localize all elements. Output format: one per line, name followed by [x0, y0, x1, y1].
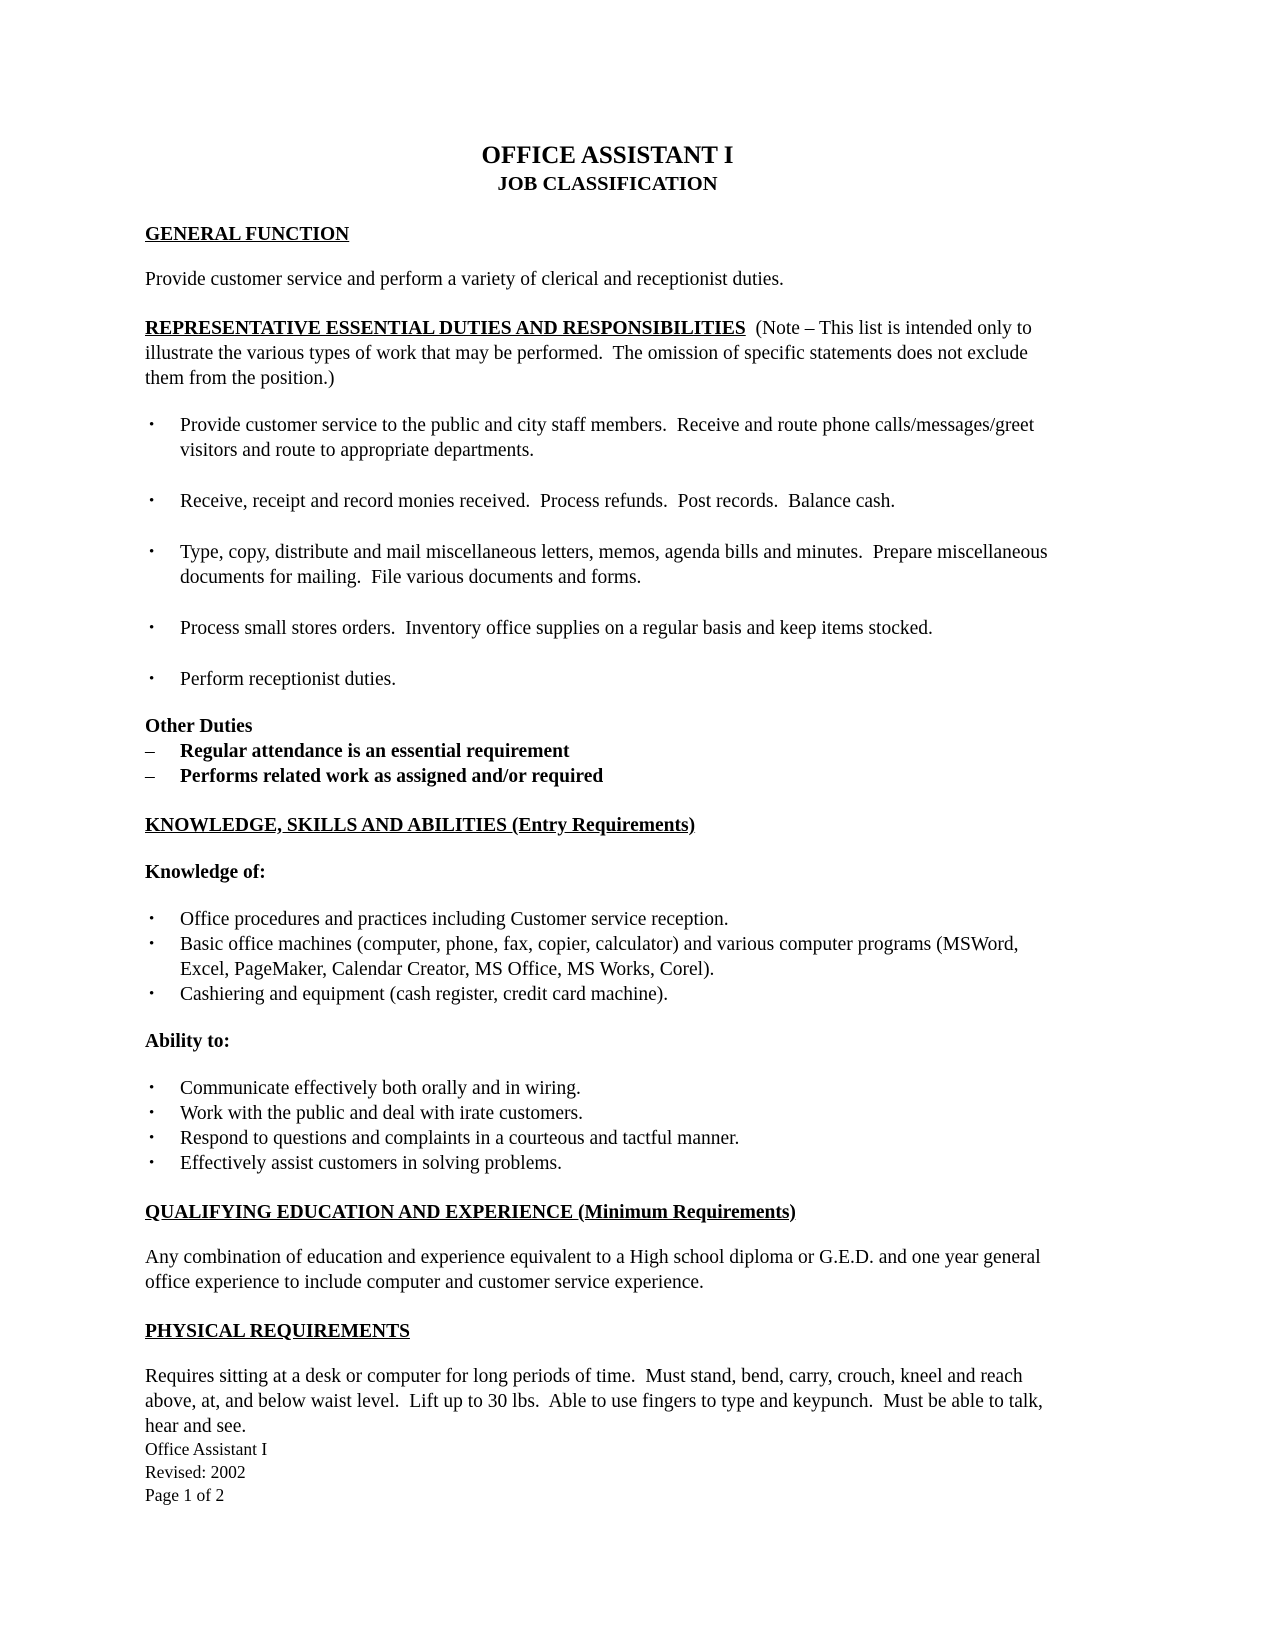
duty-item-text: Perform receptionist duties. [180, 669, 397, 690]
list-item [145, 1076, 1070, 1101]
duty-item-text: Process small stores orders. Inventory office supplies on a regular basis and keep items stocked. [180, 618, 933, 639]
other-duty-text: Performs related work as assigned and/or required [180, 766, 604, 787]
duties-bullet-list [145, 413, 1070, 692]
ability-item-text: Communicate effectively both orally and in wiring. [180, 1078, 581, 1099]
bullet-icon: • [149, 936, 155, 952]
footer-page-number: Page 1 of 2 [145, 1485, 225, 1505]
bullet-icon: • [149, 493, 155, 509]
knowledge-bullet-list [145, 907, 1070, 1007]
list-item [145, 907, 1070, 932]
knowledge-item-text: Office procedures and practices including Customer service reception. [180, 909, 729, 930]
list-item [145, 1151, 1070, 1176]
list-item [145, 540, 1070, 590]
heading-general-function: GENERAL FUNCTION [145, 224, 350, 245]
general-function-text: Provide customer service and perform a variety of clerical and receptionist duties. [145, 269, 784, 290]
heading-physical-requirements: PHYSICAL REQUIREMENTS [145, 1321, 410, 1342]
heading-ability-to: Ability to: [145, 1031, 231, 1052]
bullet-icon: • [149, 671, 155, 687]
heading-qualifying-education: QUALIFYING EDUCATION AND EXPERIENCE (Minimum Requirements) [145, 1202, 796, 1223]
bullet-icon: • [149, 1080, 155, 1096]
heading-knowledge-skills-abilities: KNOWLEDGE, SKILLS AND ABILITIES (Entry Requirements) [145, 815, 696, 836]
bullet-icon: • [149, 417, 155, 433]
duty-item-text: Type, copy, distribute and mail miscellaneous letters, memos, agenda bills and minutes. Prepare miscellaneous documents for mailing. File various documents and forms. [180, 542, 1053, 588]
qualifying-education-text: Any combination of education and experience equivalent to a High school diploma or G.E.D. and one year general office experience to include computer and customer service experience. [145, 1247, 1046, 1293]
page-title: OFFICE ASSISTANT I [481, 142, 734, 169]
duty-item-text: Receive, receipt and record monies received. Process refunds. Post records. Balance cash. [180, 491, 896, 512]
knowledge-item-text: Basic office machines (computer, phone, fax, copier, calculator) and various computer programs (MSWord, Excel, PageMaker, Calendar Creator, MS Office, MS Works, Corel). [180, 934, 1024, 980]
duties-heading-paragraph [145, 316, 1070, 391]
ability-bullet-list [145, 1076, 1070, 1176]
footer-doc-title: Office Assistant I [145, 1439, 268, 1459]
list-item [145, 982, 1070, 1007]
list-item [145, 932, 1070, 982]
ability-item-text: Respond to questions and complaints in a courteous and tactful manner. [180, 1128, 740, 1149]
duty-item-text: Provide customer service to the public and city staff members. Receive and route phone calls/messages/greet visitors and route to appropriate departments. [180, 415, 1039, 461]
heading-other-duties: Other Duties [145, 716, 253, 737]
list-item [145, 413, 1070, 463]
list-item [145, 1101, 1070, 1126]
heading-knowledge-of: Knowledge of: [145, 862, 266, 883]
bullet-icon: • [149, 911, 155, 927]
bullet-icon: • [149, 544, 155, 560]
bullet-icon: • [149, 1155, 155, 1171]
bullet-icon: • [149, 1105, 155, 1121]
bullet-icon: • [149, 986, 155, 1002]
knowledge-item-text: Cashiering and equipment (cash register, credit card machine). [180, 984, 669, 1005]
list-item [145, 489, 1070, 514]
ability-item-text: Work with the public and deal with irate customers. [180, 1103, 583, 1124]
footer-revised-date: Revised: 2002 [145, 1462, 246, 1482]
list-item [145, 739, 1070, 764]
bullet-icon: • [149, 620, 155, 636]
list-item [145, 1126, 1070, 1151]
dash-icon: – [145, 766, 155, 787]
duties-note-text: (Note – This list is intended only to illustrate the various types of work that may be performed. The omission of specific statements does not exclude them from the position.) [145, 318, 1037, 389]
bullet-icon: • [149, 1130, 155, 1146]
heading-representative-duties: REPRESENTATIVE ESSENTIAL DUTIES AND RESPONSIBILITIES [145, 318, 746, 339]
other-duties-list [145, 739, 1070, 789]
dash-icon: – [145, 741, 155, 762]
ability-item-text: Effectively assist customers in solving problems. [180, 1153, 563, 1174]
physical-requirements-text: Requires sitting at a desk or computer for long periods of time. Must stand, bend, carry, crouch, kneel and reach above, at, and below waist level. Lift up to 30 lbs. Able to use fingers to type and keypunch. Must be able to talk, hear and see. [145, 1366, 1048, 1437]
page-subtitle: JOB CLASSIFICATION [497, 173, 718, 195]
other-duty-text: Regular attendance is an essential requirement [180, 741, 570, 762]
list-item [145, 667, 1070, 692]
page-footer [145, 1438, 267, 1507]
list-item [145, 616, 1070, 641]
list-item [145, 764, 1070, 789]
